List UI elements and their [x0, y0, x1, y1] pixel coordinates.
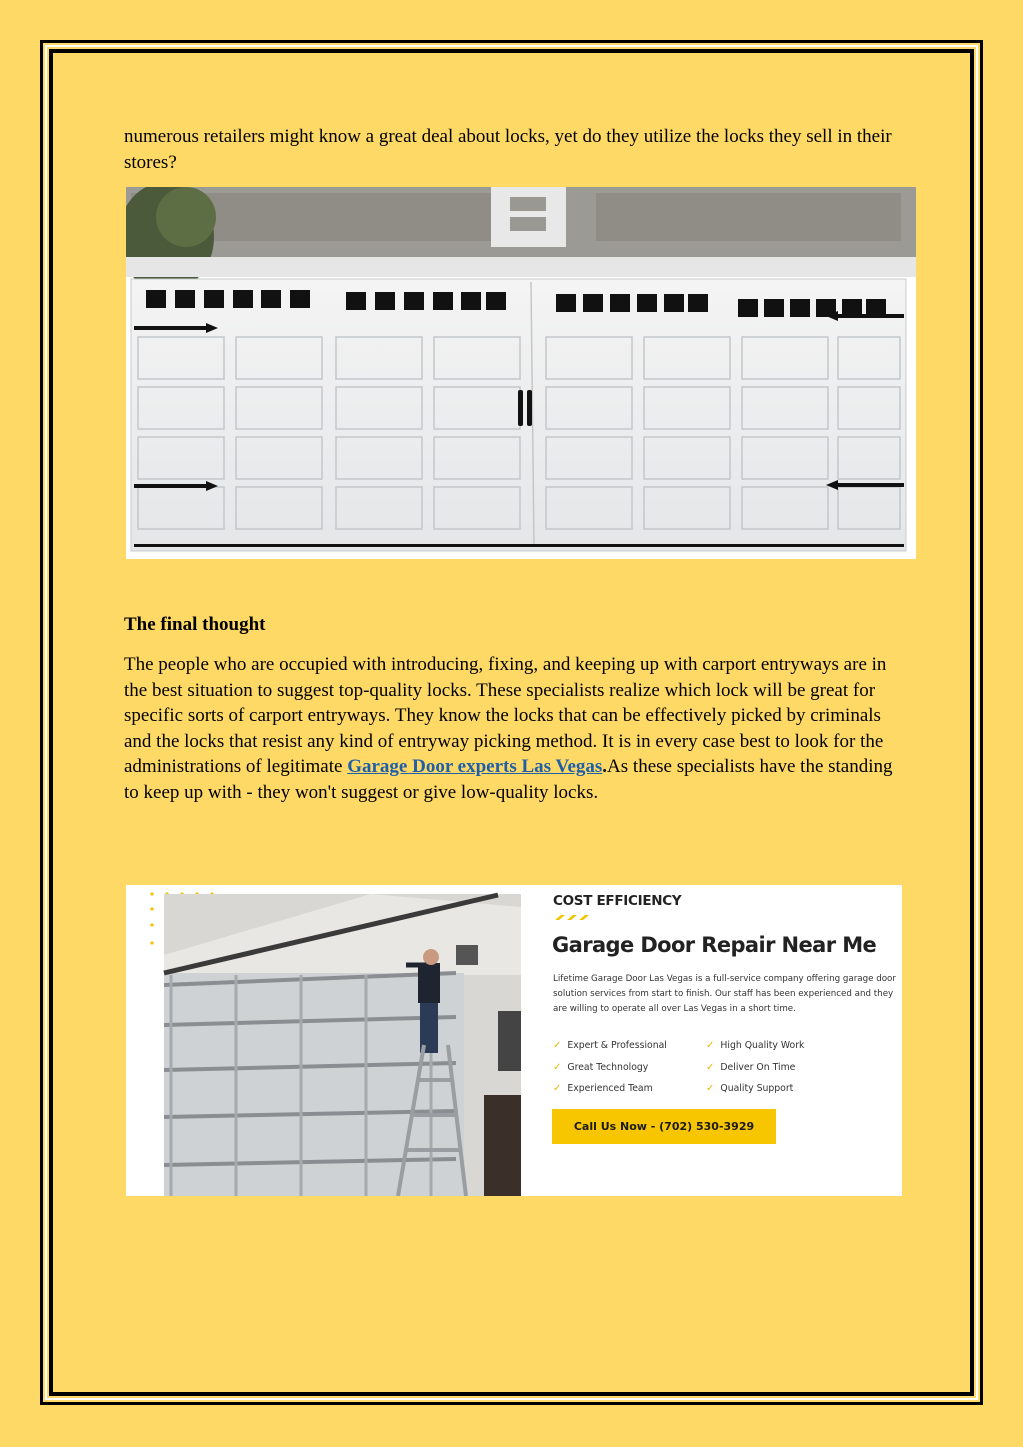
final-text-period: . — [602, 756, 608, 778]
check-icon: ✓ — [553, 1083, 562, 1094]
feature-item: ✓ Deliver On Time — [706, 1062, 796, 1073]
check-icon: ✓ — [553, 1062, 562, 1073]
intro-paragraph: numerous retailers might know a great deal about locks, yet do they utilize the locks they sell in their stores? — [124, 126, 892, 173]
check-icon: ✓ — [706, 1040, 715, 1051]
feature-item: ✓ High Quality Work — [706, 1040, 805, 1051]
check-icon: ✓ — [706, 1083, 715, 1094]
check-icon: ✓ — [706, 1062, 715, 1073]
feature-item: ✓ Great Technology — [553, 1062, 649, 1073]
final-text-before-link: The people who are occupied with introducing, fixing, and keeping up with carport entryways are in the best situation to suggest top-quality locks. These specialists realize which lock will be great for specific sorts of carport entryways. They know the locks that can be effectively picked by criminals and the locks that resist any kind of entryway picking method. It is in every case best to look for the administrations of legitimate — [124, 654, 887, 778]
feature-item: ✓ Quality Support — [706, 1083, 794, 1094]
check-icon: ✓ — [553, 1040, 562, 1051]
garage-door-illustration — [126, 187, 916, 559]
feature-item: ✓ Experienced Team — [553, 1083, 653, 1094]
section-heading: The final thought — [124, 614, 266, 635]
final-text-after-link: As these specialists have the standing to keep up with - they won't suggest or give low-quality locks. — [124, 756, 893, 803]
final-paragraph — [124, 652, 904, 806]
garage-repair-ad-image — [126, 885, 902, 1196]
garage-door-experts-link[interactable]: Garage Door experts Las Vegas — [347, 756, 603, 778]
kicker-underline-icon — [553, 915, 593, 921]
garage-door-image — [126, 187, 916, 559]
call-us-now-button[interactable]: Call Us Now - (702) 530-3929 — [552, 1109, 776, 1144]
ad-description: Lifetime Garage Door Las Vegas is a full-service company offering garage door solution services from start to finish. Our staff has been experienced and they are willing to operate all over Las Vegas in a short time. — [553, 974, 896, 1014]
ad-kicker: COST EFFICIENCY — [553, 893, 682, 909]
ad-title: Garage Door Repair Near Me — [552, 933, 877, 957]
feature-item: ✓ Expert & Professional — [553, 1040, 667, 1051]
